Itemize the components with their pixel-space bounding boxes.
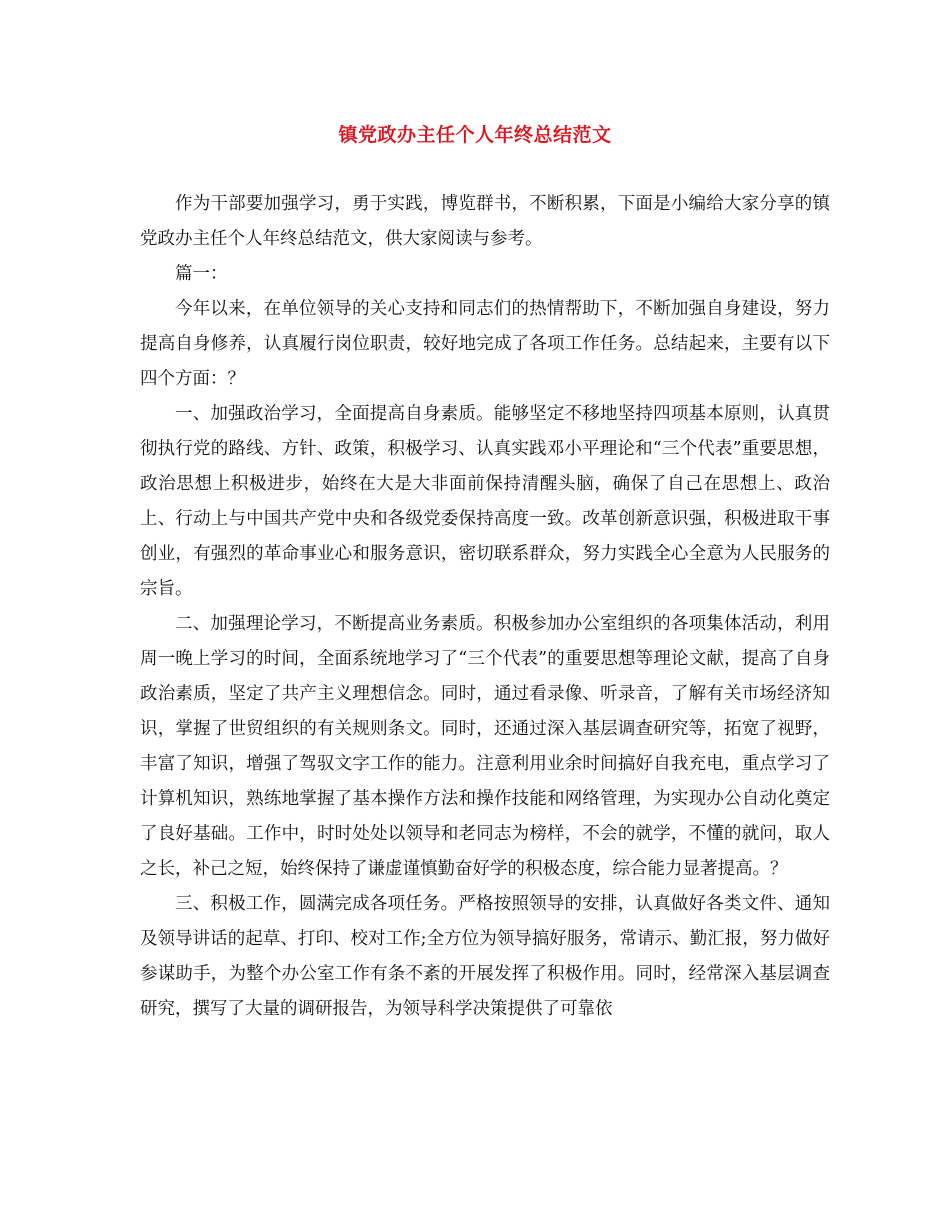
section-heading: 篇一： [175,264,228,284]
point-two-paragraph: 二、加强理论学习，不断提高业务素质。积极参加办公室组织的各项集体活动，利用周一晚上学习的时间，全面系统地学习了“三个代表”的重要思想等理论文献，提高了自身政治素质，坚定了共产主义理想信念。同时，通过看录像、听录音，了解有关市场经济知识，掌握了世贸组织的有关规则条文。同时，还通过深入基层调查研究等，拓宽了视野，丰富了知识，增强了驾驭文字工作的能力。注意利用业余时间搞好自我充电，重点学习了计算机知识，熟练地掌握了基本操作方法和操作技能和网络管理，为实现办公自动化奠定了良好基础。工作中，时时处处以领导和老同志为榜样，不会的就学，不懂的就问，取人之长，补己之短，始终保持了谦虚谨慎勤奋好学的积极态度，综合能力显著提高。？ [140,614,830,879]
document-title: 镇党政办主任个人年终总结范文 [338,124,612,146]
intro-paragraph: 作为干部要加强学习，勇于实践，博览群书，不断积累，下面是小编给大家分享的镇党政办主任个人年终总结范文，供大家阅读与参考。 [140,194,830,249]
summary-paragraph: 今年以来，在单位领导的关心支持和同志们的热情帮助下，不断加强自身建设，努力提高自身修养，认真履行岗位职责，较好地完成了各项工作任务。总结起来，主要有以下四个方面：？ [140,299,830,389]
point-one-paragraph: 一、加强政治学习，全面提高自身素质。能够坚定不移地坚持四项基本原则，认真贯彻执行党的路线、方针、政策，积极学习、认真实践邓小平理论和“三个代表”重要思想，政治思想上积极进步，始终在大是大非面前保持清醒头脑，确保了自己在思想上、政治上、行动上与中国共产党中央和各级党委保持高度一致。改革创新意识强，积极进取干事创业，有强烈的革命事业心和服务意识，密切联系群众，努力实践全心全意为人民服务的宗旨。 [140,404,830,599]
point-three-paragraph: 三、积极工作，圆满完成各项任务。严格按照领导的安排，认真做好各类文件、通知及领导讲话的起草、打印、校对工作;全方位为领导搞好服务，常请示、勤汇报，努力做好参谋助手，为整个办公室工作有条不紊的开展发挥了积极作用。同时，经常深入基层调查研究，撰写了大量的调研报告，为领导科学决策提供了可靠依 [140,894,830,1019]
document-body [140,187,830,1027]
